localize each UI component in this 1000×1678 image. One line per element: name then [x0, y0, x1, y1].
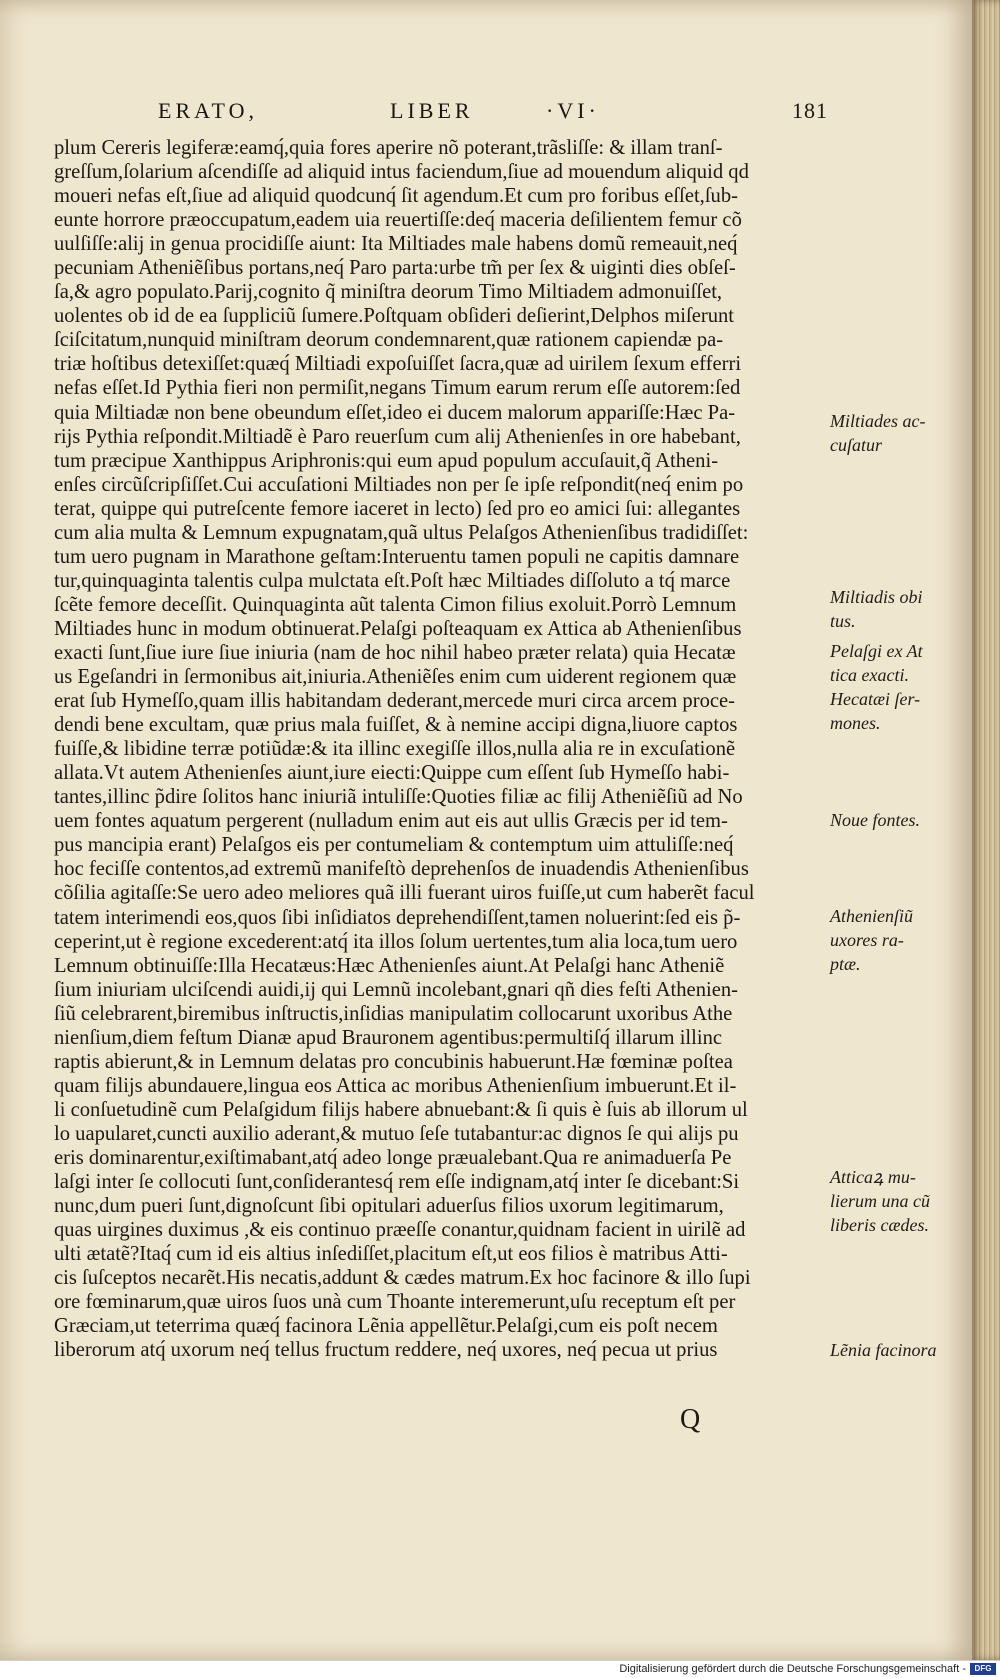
- text-line: ſcẽte femore deceſſit. Quinquaginta aũt talenta Cimon filius exoluit.Porrò Lemnum: [54, 593, 737, 616]
- header-book-name: ERATO,: [158, 98, 258, 123]
- page-number: 181: [792, 98, 828, 123]
- text-line: Miltiades hunc in modum obtinuerat.Pelaſgi poſteaquam ex Attica ab Athenienſibus: [54, 617, 742, 640]
- margin-note-line: Hecatæi ſer-: [830, 689, 921, 710]
- text-line: uulſiſſe:alij in genua procidiſſe aiunt: Ita Miltiades male habens domũ remeauit,neq́: [54, 233, 738, 256]
- main-text-block: [54, 136, 824, 1362]
- margin-note-atheniensium-uxores: [830, 904, 965, 976]
- text-line: ceperint,ut è regione excederent:atq́ ita illos ſolum uertentes,tum alia loca,tum uero: [54, 930, 738, 953]
- margin-note-noue-fontes: [830, 808, 965, 832]
- signature-mark: Q: [680, 1404, 701, 1435]
- text-line: rijs Pythia reſpondit.Miltiadẽ è Paro reuerſum cum alij Athenienſes in ore habebant,: [54, 425, 741, 448]
- text-line: tur,quinquaginta talentis culpa mulctata eſt.Poſt hæc Miltiades diſſoluto a tq́ marce: [54, 569, 731, 592]
- text-line: hoc feciſſe contentos,ad extremũ manifeſtò deprehenſos de inuadendis Athenienſibus: [54, 858, 749, 881]
- text-line: allata.Vt autem Athenienſes aiunt,iure eiecti:Quippe cum eſſent ſub Hymeſſo habi-: [54, 762, 730, 785]
- margin-note-line: cuſatur: [830, 435, 882, 456]
- text-line: triæ hoſtibus detexiſſet:quæq́ Miltiadi expoſuiſſet ſacra,quæ ad uirilem ſexum efferri: [54, 353, 742, 376]
- text-line: cõſilia agitaſſe:Se uero adeo meliores quã illi fuerant uiros fuiſſe,ut cum haberẽt facul: [54, 882, 755, 905]
- text-line: li conſuetudinẽ cum Pelaſgidum filijs habere abnuebant:& ſi quis è ſuis ab illorum ul: [54, 1098, 748, 1121]
- funding-note: Digitalisierung gefördert durch die Deutsche Forschungsgemeinschaft -: [619, 1663, 966, 1675]
- margin-note-line: Lẽnia facinora: [830, 1340, 937, 1360]
- margin-note-atticarum-mulierum: [830, 1165, 965, 1237]
- header-book-number: ·VI·: [546, 98, 600, 123]
- text-line: laſgi inter ſe collocuti ſunt,conſiderantesq́ rem eſſe indignam,atq́ inter ſe dicebant:Si: [54, 1171, 740, 1194]
- footer-bar: [0, 1660, 1000, 1678]
- text-line: enſes circũſcripſiſſet.Cui accuſationi Miltiades non per ſe ipſe reſpondit(neq́ enim po: [54, 473, 744, 496]
- text-line: tum uero pugnam in Marathone geſtam:Interuentu tamen populi ne capitis damnare: [54, 545, 740, 568]
- margin-note-line: lierum una cũ: [830, 1191, 930, 1212]
- margin-note-line: mones.: [830, 713, 881, 734]
- margin-note-line: ptæ.: [830, 954, 861, 975]
- margin-note-line: tus.: [830, 611, 856, 632]
- text-line: nunc,dum pueri ſunt,dignoſcunt ſibi opitulari aduerſus filios uxorum legitimarum,: [54, 1195, 724, 1218]
- text-line: moueri nefas eſt,ſiue ad aliquid quodcunq́ ſit agendum.Et cum pro foribus eſſet,ſub-: [54, 185, 738, 208]
- text-line: quas uirgines duximus ,& eis continuo præeſſe conantur,quidnam facient in uirilẽ ad: [54, 1219, 746, 1242]
- text-line: ulti ætatẽ?Itaq́ cum id eis altius inſediſſet,placitum eſt,ut eos filios è matribus Atti-: [54, 1243, 728, 1266]
- margin-note-line: Miltiadis obi: [830, 587, 923, 607]
- margin-note-line: Noue fontes.: [830, 810, 920, 830]
- text-line: quia Miltiadæ non bene obeundum eſſet,ideo ei ducem malorum appariſſe:Hæc Pa-: [54, 401, 736, 424]
- text-line: plum Cereris legiferæ:eamq́,quia fores aperire nõ poterant,trãsliſſe: & illam tranſ-: [54, 137, 723, 159]
- text-line: dendi bene excultam, quæ prius mala fuiſſet, & à nemine accipi digna,liuore captos: [54, 714, 738, 737]
- dfg-logo-icon: DFG: [970, 1663, 996, 1675]
- text-line: eunte horrore præoccupatum,eadem uia reuertiſſe:deq́ maceria deſilientem femur cõ: [54, 209, 742, 232]
- text-line: nienſium,diem feſtum Dianæ apud Brauronem agentibus:permultiſq́ illarum illinc: [54, 1026, 723, 1049]
- text-line: tum præcipue Xanthippus Ariphronis:qui eum apud populum accuſauit,q̃ Atheni-: [54, 449, 719, 472]
- text-line: nefas eſſet.Id Pythia fieri non permiſit,negans Timum earum rerum eſſe autorem:ſed: [54, 377, 741, 400]
- margin-note-lenia-facinora: [830, 1338, 965, 1362]
- text-line: ore fœminarum,quæ uiros ſuos unà cum Thoante interemerunt,uſu receptum eſt per: [54, 1291, 736, 1314]
- margin-note-miltiades-accusatur: [830, 409, 965, 457]
- text-line: tatem interimendi eos,quos ſibi inſidiatos deprehendiſſent,tamen noluerint:ſed eis p̃-: [54, 906, 741, 929]
- text-line: Græciam,ut teterrima quæq́ facinora Lẽnia appellẽtur.Pelaſgi,cum eis poſt necem: [54, 1315, 718, 1338]
- text-line: eris dominarentur,exiſtimabant,atq́ adeo longe præualebant.Qua re animaduerſa Pe: [54, 1146, 732, 1169]
- text-line: liberorum atq́ uxorum neq́ tellus fructum reddere, neq́ uxores, neq́ pecua ut prius: [54, 1339, 718, 1362]
- text-line: ſiũ celebrarent,biremibus inſtructis,inſidias manipulatim collocarunt uxoribus Athe: [54, 1002, 733, 1025]
- text-line: cis ſuſceptos necarẽt.His necatis,addunt & cædes matrum.Ex hoc facinore & illo ſupi: [54, 1267, 751, 1290]
- text-line: raptis abierunt,& in Lemnum delatas pro concubinis habuerunt.Hæ fœminæ poſtea: [54, 1050, 733, 1073]
- margin-note-line: tica exacti.: [830, 665, 909, 686]
- running-header: [96, 98, 828, 132]
- text-line: ſciſcitatum,nunquid miniſtram deorum condemnarent,quæ rationem capiendæ pa-: [54, 329, 724, 352]
- text-line: exacti ſunt,ſiue iure ſiue iniuria (nam de hoc nihil habeo præter relata) quia Hecatæ: [54, 641, 736, 664]
- text-line: Lemnum obtinuiſſe:Illa Hecatæus:Hæc Athenienſes aiunt.At Pelaſgi hanc Atheniẽ: [54, 954, 725, 977]
- text-line: uem fontes aquatum pergerent (nulladum enim aut eis aut ullis Græcis per id tem-: [54, 810, 728, 833]
- text-line: quam filijs abundauere,lingua eos Attica ac moribus Athenienſium imbuerunt.Et il-: [54, 1074, 737, 1097]
- margin-note-miltiadis-obitus: [830, 585, 965, 633]
- text-line: erat ſub Hymeſſo,quam illis habitandam dederant,mercede muri circa arcem proce-: [54, 690, 736, 713]
- text-line: pus mancipia erant) Pelaſgos eis per contumeliam & contemptum uim attuliſſe:neq́: [54, 834, 734, 857]
- text-line: us Egeſandri in ſermonibus ait,iniuria.Atheniẽſes enim cum uiderent regionem quæ: [54, 666, 737, 689]
- text-line: fuiſſe,& libidine terræ potiũdæ:& ita illinc exegiſſe illos,nulla alia re in excuſationẽ: [54, 738, 736, 761]
- text-line: ſa,& agro populato.Parij,cognito q̃ miniſtra deorum Timo Miltiadem admonuiſſet,: [54, 281, 723, 304]
- text-line: cum alia multa & Lemnum expugnatam,quã ultus Pelaſgos Athenienſibus tradidiſſet:: [54, 521, 749, 544]
- margin-note-line: uxores ra-: [830, 930, 904, 951]
- text-line: ſium iniuriam ulciſcendi auidi,ij qui Lemnũ incolebant,gnari qñ dies feſti Athenien-: [54, 978, 739, 1001]
- margin-note-line: Miltiades ac-: [830, 411, 926, 431]
- margin-note-line: liberis cædes.: [830, 1215, 929, 1236]
- margin-note-line: Atticaꝝ mu-: [830, 1167, 916, 1187]
- header-liber: LIBER: [390, 98, 474, 123]
- margin-note-line: Athenienſiũ: [830, 906, 913, 926]
- text-line: tantes,illinc p̃dire ſolitos hanc iniuriã intuliſſe:Quoties filiæ ac filij Atheniẽſiũ ad No: [54, 786, 743, 809]
- text-line: terat, quippe qui putreſcente femore iaceret in lecto) ſed pro eo amici ſui: allegantes: [54, 497, 741, 520]
- text-line: lo uapularet,cuncti auxilio aderant,& mutuo ſeſe tutabantur:ac dignos ſe qui alijs pu: [54, 1122, 739, 1145]
- text-line: greſſum,ſolarium aſcendiſſe ad aliquid intus faciendum,ſiue ad mouendum aliquid qd: [54, 161, 749, 184]
- text-line: uolentes ob id de ea ſuppliciũ ſumere.Poſtquam obſideri deſierint,Delphos miſerunt: [54, 305, 735, 328]
- text-line: pecuniam Atheniẽſibus portans,neq́ Paro parta:urbe tm̃ per ſex & uiginti dies obſeſ-: [54, 257, 736, 280]
- margin-note-pelasgi: [830, 639, 965, 735]
- book-page-edge: [972, 0, 1000, 1660]
- margin-note-line: Pelaſgi ex At: [830, 641, 923, 661]
